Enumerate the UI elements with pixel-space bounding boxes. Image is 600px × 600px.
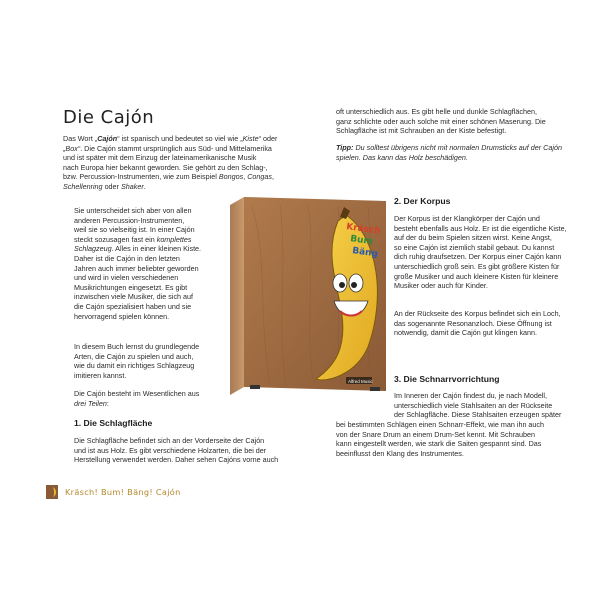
schlagflaeche-paragraph: Die Schlagfläche befindet sich an der Vorderseite der Cajón und ist aus Holz. Es gibt verschiedene Holzarten, die bei der Herstellung verwendet werden. Daher sehen Cajóns vorne auch xyxy=(74,436,279,465)
page-title: Die Cajón xyxy=(63,107,155,128)
heading-korpus: 2. Der Korpus xyxy=(394,196,451,206)
korpus-paragraph: Der Korpus ist der Klangkörper der Cajón und besteht ebenfalls aus Holz. Er ist die eigentliche Kiste, auf der du beim Spielen sitzen wirst. Keine Angst, so eine Cajón ist ziemlich stabil gebaut. Du kannst dich ruhig draufsetzen. Der Korpus einer Cajón kann unterschiedlich groß sein. Es gibt größere Kisten für große Musiker und auch kleinere Kisten für kleinere Musiker oder auch für Kinder. xyxy=(394,214,567,291)
logo-line-2: Bum xyxy=(349,234,374,248)
intro-paragraph: Das Wort „Cajón“ ist spanisch und bedeutet so viel wie „Kiste“ oder „Box“. Die Cajón stammt ursprünglich aus Süd- und Mittelamerika und ist später mit dem Einzug der lateinamerikanische Musik nach Europa hier bekannt geworden. Sie gehört zu den Schlag-, bzw. Percussion-Instrumenten, wie zum Beispiel Bongos, Congas, Schellenring oder Shaker. xyxy=(63,134,278,191)
three-parts-paragraph: Die Cajón besteht im Wesentlichen aus drei Teilen: xyxy=(74,389,200,408)
logo-line-1: Kräsch xyxy=(345,222,382,237)
book-purpose-paragraph: In diesem Buch lernst du grundlegende Arten, die Cajón zu spielen und auch, wie du damit ein richtiges Schlagzeug imitieren kannst. xyxy=(74,342,200,380)
cajon-thumbnail-icon xyxy=(45,485,59,499)
resonanzloch-paragraph: An der Rückseite des Korpus befindet sich ein Loch, das sogenannte Resonanzloch. Diese Öffnung ist notwendig, damit die Cajón gut klingen kann. xyxy=(394,309,561,338)
footer-title: Kräsch! Bum! Bäng! Cajón xyxy=(65,487,181,497)
schnarr-paragraph-top: Im Inneren der Cajón findest du, je nach Modell, unterschiedlich viele Stahlsaiten an der Rückseite der Schlagfläche. Diese Stahlsaiten erzeugen später xyxy=(394,391,562,420)
heading-schnarrvorrichtung: 3. Die Schnarrvorrichtung xyxy=(394,374,500,384)
cajon-illustration xyxy=(228,197,388,395)
brand-text: Alfred Music xyxy=(348,379,373,384)
cajon-side-panel xyxy=(230,197,244,395)
tip-note: Tipp: Du solltest übrigens nicht mit normalen Drumsticks auf der Cajón spielen. Das kann das Holz beschädigen. xyxy=(336,143,562,162)
versatility-paragraph: Sie unterscheidet sich aber von allen anderen Percussion-Instrumenten, weil sie so vielseitig ist. In einer Cajón steckt sozusagen fast ein komplettes Schlagzeug. Alles in einer kleinen Kiste. Daher ist die Cajón in den letzten Jahren auch immer beliebter geworden und wird in vielen verschiedenen Musikrichtungen eingesetzt. Es gibt inzwischen viele Musiker, die sich auf die Cajón spezialisiert haben und sie hervorragend spielen können. xyxy=(74,206,202,321)
schnarr-paragraph-bottom: bei bestimmten Schlägen einen Schnarr-Effekt, wie man ihn auch von der Snare Drum an einem Drum-Set kennt. Mit Schrauben kann eingestellt werden, wie stark die Saiten gespannt sind. Das beeinflusst den Klang des Instrumentes. xyxy=(336,420,545,458)
logo-line-3: Bäng xyxy=(351,246,379,260)
heading-schlagflaeche: 1. Die Schlagfläche xyxy=(74,418,153,428)
schlagflaeche-continued-paragraph: oft unterschiedlich aus. Es gibt helle und dunkle Schlagflächen, ganz schlichte oder auch solche mit einer schönen Maserung. Die Schlagfläche ist mit Schrauben an der Kiste befestigt. xyxy=(336,107,546,136)
